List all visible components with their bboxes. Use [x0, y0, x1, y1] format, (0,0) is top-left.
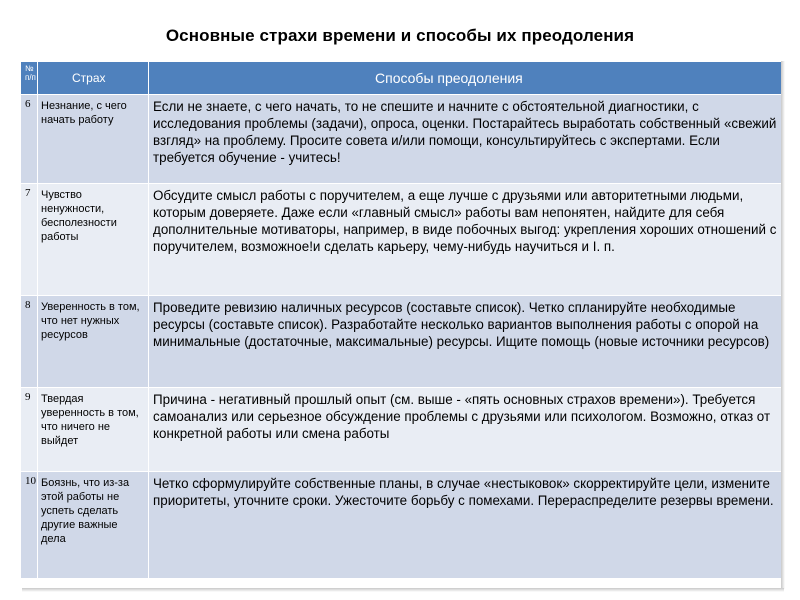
- table-row: [21, 472, 783, 579]
- cell-num: 8: [21, 296, 38, 388]
- cell-num: 9: [21, 388, 38, 472]
- table-shadow-right: [781, 61, 785, 589]
- fears-table: [20, 61, 783, 579]
- cell-ways: Обсудите смысл работы с поручителем, а еще лучше с друзьями или авторитетными людьми, которым доверяете. Даже если «главный смысл» работы вам непонятен, найдите для себя дополнительные мотиваторы, например, в виде побочных выгод: укрепления хороших отношений с поручителем, возможное!и сделать карьеру, чему-нибудь научиться и I. п.: [149, 184, 783, 296]
- table-row: [21, 95, 783, 184]
- cell-ways: Четко сформулируйте собственные планы, в случае «нестыковок» скорректируйте цели, измените приоритеты, уточните сроки. Ужесточите борьбу с помехами. Перераспределите резервы времени.: [149, 472, 783, 579]
- header-fear: Страх: [38, 62, 149, 95]
- table-row: [21, 184, 783, 296]
- cell-num: 10: [21, 472, 38, 579]
- header-num: № п/п: [21, 62, 38, 95]
- cell-fear: Уверенность в том, что нет нужных ресурсов: [38, 296, 149, 388]
- table-header-row: [21, 62, 783, 95]
- cell-fear: Твердая уверенность в том, что ничего не выйдет: [38, 388, 149, 472]
- table-row: [21, 388, 783, 472]
- header-ways: Способы преодоления: [149, 62, 783, 95]
- cell-fear: Незнание, с чего начать работу: [38, 95, 149, 184]
- cell-ways: Проведите ревизию наличных ресурсов (составьте список). Четко спланируйте необходимые ресурсы (составьте список). Разработайте несколько вариантов выполнения работы с опорой на минимальные (достаточные, максимальные) ресурсы. Ищите помощь (новые источники ресурсов): [149, 296, 783, 388]
- table-row: [21, 296, 783, 388]
- page-title: Основные страхи времени и способы их преодоления: [165, 26, 635, 45]
- cell-ways: Причина - негативный прошлый опыт (см. выше - «пять основных страхов времени»). Требуется самоанализ или серьезное обсуждение проблемы с друзьями или психологом. Возможно, отказ от конкретной работы или смена работы: [149, 388, 783, 472]
- cell-ways: Если не знаете, с чего начать, то не спешите и начните с обстоятельной диагностики, с исследования проблемы (задачи), опроса, оценки. Постарайтесь выработать собственный «свежий взгляд» на проблему. Просите совета и/или помощи, консультируйтесь с экспертами. Если требуется обучение - учитесь!: [149, 95, 783, 184]
- cell-num: 7: [21, 184, 38, 296]
- cell-num: 6: [21, 95, 38, 184]
- cell-fear: Боязнь, что из-за этой работы не успеть сделать другие важные дела: [38, 472, 149, 579]
- table-shadow-bottom: [22, 588, 784, 592]
- cell-fear: Чувство ненужности, бесполезности работы: [38, 184, 149, 296]
